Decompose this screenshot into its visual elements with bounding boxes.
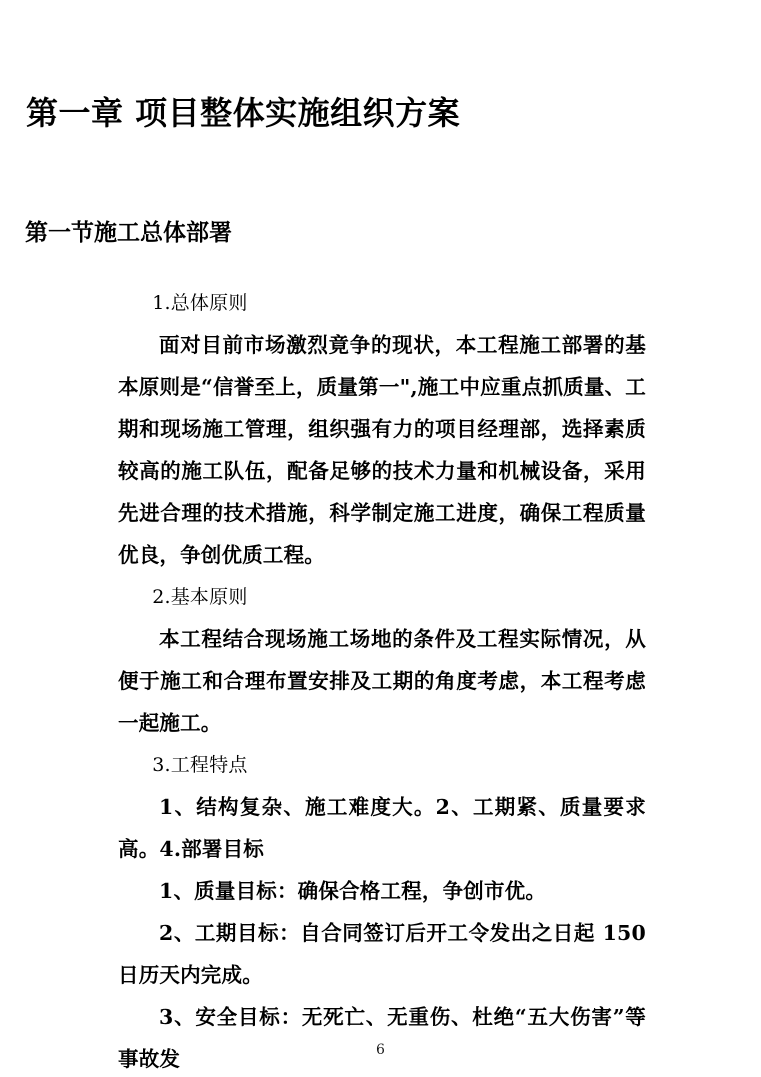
page-title: 第一章 项目整体实施组织方案 <box>26 94 461 132</box>
subheading-project-features: 3.工程特点 <box>152 754 248 776</box>
paragraph-quality-goal: 1、质量目标：确保合格工程，争创市优。 <box>159 879 547 903</box>
body-text-block <box>118 282 646 1077</box>
paragraph-safety-goal: 3、安全目标：无死亡、无重伤、杜绝“五大伤害”等事故发 <box>118 1005 646 1071</box>
paragraph-overall-principle: 面对目前市场激烈竟争的现状，本工程施工部署的基本原则是“信誉至上，质量第一",施工中应重点抓质量、工期和现场施工管理，组织强有力的项目经理部，选择素质较高的施工队伍，配备足够的技术力量和机械设备，采用先进合理的技术措施，科学制定施工进度，确保工程质量优良，争创优质工程。 <box>118 333 646 567</box>
section-heading: 第一节施工总体部署 <box>25 219 232 246</box>
subheading-overall-principle: 1.总体原则 <box>152 292 248 314</box>
paragraph-schedule-goal: 2、工期目标：自合同签订后开工令发出之日起 150 日历天内完成。 <box>118 921 646 987</box>
subheading-basic-principle: 2.基本原则 <box>152 586 248 608</box>
paragraph-project-features: 1、结构复杂、施工难度大。2、工期紧、质量要求高。4.部署目标 <box>118 795 646 861</box>
page-number: 6 <box>376 1042 385 1058</box>
paragraph-basic-principle: 本工程结合现场施工场地的条件及工程实际情况，从便于施工和合理布置安排及工期的角度考虑，本工程考虑一起施工。 <box>118 627 646 735</box>
